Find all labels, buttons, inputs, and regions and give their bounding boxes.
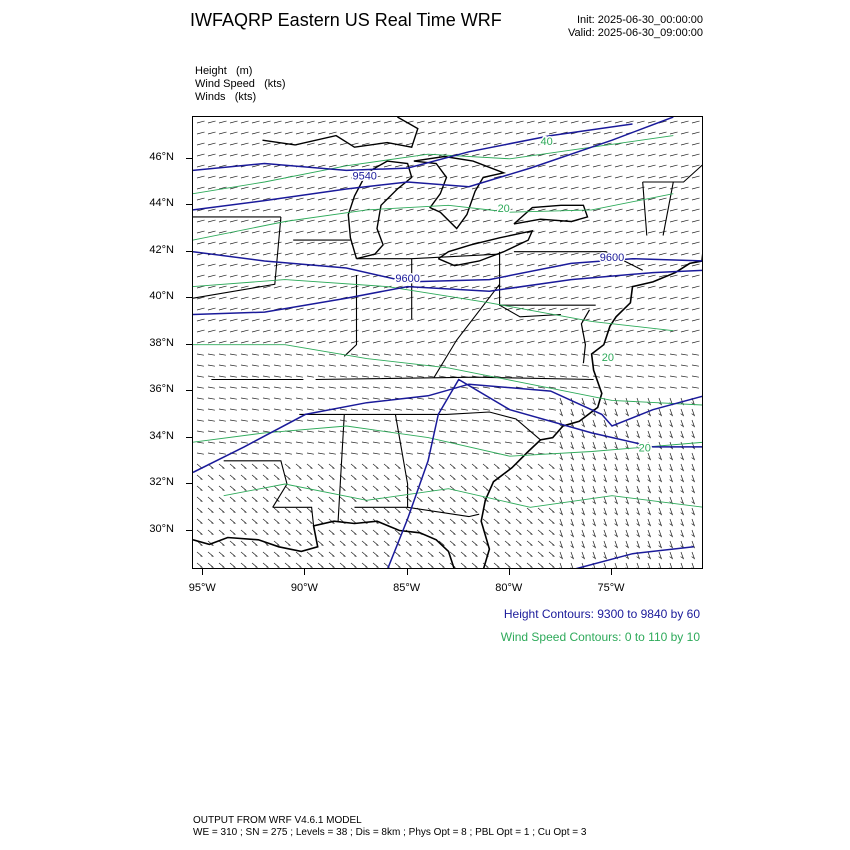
lake-erie [438, 231, 532, 266]
longitude-tick-label: 95°W [188, 582, 216, 594]
model-config: WE = 310 ; SN = 275 ; Levels = 38 ; Dis = 8km ; Phys Opt = 8 ; PBL Opt = 1 ; Cu Opt = 3 [193, 827, 587, 838]
map-panel [192, 116, 703, 569]
longitude-tick-label: 80°W [495, 582, 523, 594]
longitude-tick [509, 569, 510, 575]
height-contour [387, 380, 703, 570]
latitude-tick [186, 344, 192, 345]
longitude-tick-label: 75°W [597, 582, 625, 594]
model-version: OUTPUT FROM WRF V4.6.1 MODEL [193, 815, 362, 826]
wind-contour-label: 20 [601, 351, 615, 364]
height-contour [193, 252, 703, 282]
time-info [568, 14, 703, 40]
state-border [500, 305, 561, 317]
plot-title: IWFAQRP Eastern US Real Time WRF [190, 10, 502, 30]
latitude-axis [140, 116, 174, 569]
longitude-axis [188, 580, 703, 596]
wind-speed-contour [224, 484, 703, 507]
map-canvas [193, 117, 703, 569]
valid-time: Valid: 2025-06-30_09:00:00 [568, 27, 703, 39]
latitude-tick [186, 297, 192, 298]
height-contour-label: 9540 [352, 170, 377, 183]
longitude-tick [304, 569, 305, 575]
wind-contour-label: 20 [638, 442, 651, 455]
latitude-tick [186, 437, 192, 438]
model-footer [193, 815, 586, 839]
height-contour-legend: Height Contours: 9300 to 9840 by 60 [503, 607, 700, 621]
latitude-tick [186, 204, 192, 205]
latitude-tick-label: 40°N [149, 290, 174, 303]
field-height: Height (m) [195, 65, 253, 77]
latitude-tick-label: 46°N [149, 150, 174, 163]
height-contour [193, 124, 633, 170]
latitude-tick [186, 251, 192, 252]
latitude-tick-label: 38°N [149, 336, 174, 349]
state-border [299, 412, 540, 440]
state-border [316, 377, 594, 379]
latitude-tick [186, 158, 192, 159]
state-border [338, 414, 344, 521]
latitude-tick-label: 36°N [149, 383, 174, 396]
field-list [195, 65, 286, 104]
latitude-tick [186, 390, 192, 391]
height-contour-label: 9600 [599, 252, 625, 265]
field-wind-speed: Wind Speed (kts) [195, 78, 286, 90]
height-contour [571, 547, 694, 569]
gulf-coastline [193, 521, 455, 569]
state-border [643, 182, 647, 236]
lake-superior-shore [263, 117, 418, 147]
longitude-tick [611, 569, 612, 575]
state-border [663, 182, 673, 236]
latitude-tick [186, 483, 192, 484]
field-winds: Winds (kts) [195, 91, 257, 103]
wind-contour-legend: Wind Speed Contours: 0 to 110 by 10 [500, 630, 700, 644]
wind-contour-label: 40 [540, 135, 553, 148]
longitude-tick-label: 85°W [393, 582, 421, 594]
init-time: Init: 2025-06-30_00:00:00 [577, 14, 703, 26]
longitude-tick [407, 569, 408, 575]
longitude-tick [202, 569, 203, 575]
latitude-tick-label: 34°N [149, 429, 174, 442]
longitude-tick-label: 90°W [290, 582, 318, 594]
latitude-tick-label: 30°N [149, 522, 174, 535]
height-contour-label: 9600 [395, 272, 420, 285]
latitude-tick-label: 42°N [149, 243, 174, 256]
latitude-tick [186, 530, 192, 531]
wind-contour-label: 20 [497, 203, 510, 216]
lake-huron [414, 157, 504, 229]
latitude-tick-label: 44°N [149, 197, 174, 210]
latitude-tick-label: 32°N [149, 476, 174, 489]
lake-ontario [514, 205, 588, 224]
